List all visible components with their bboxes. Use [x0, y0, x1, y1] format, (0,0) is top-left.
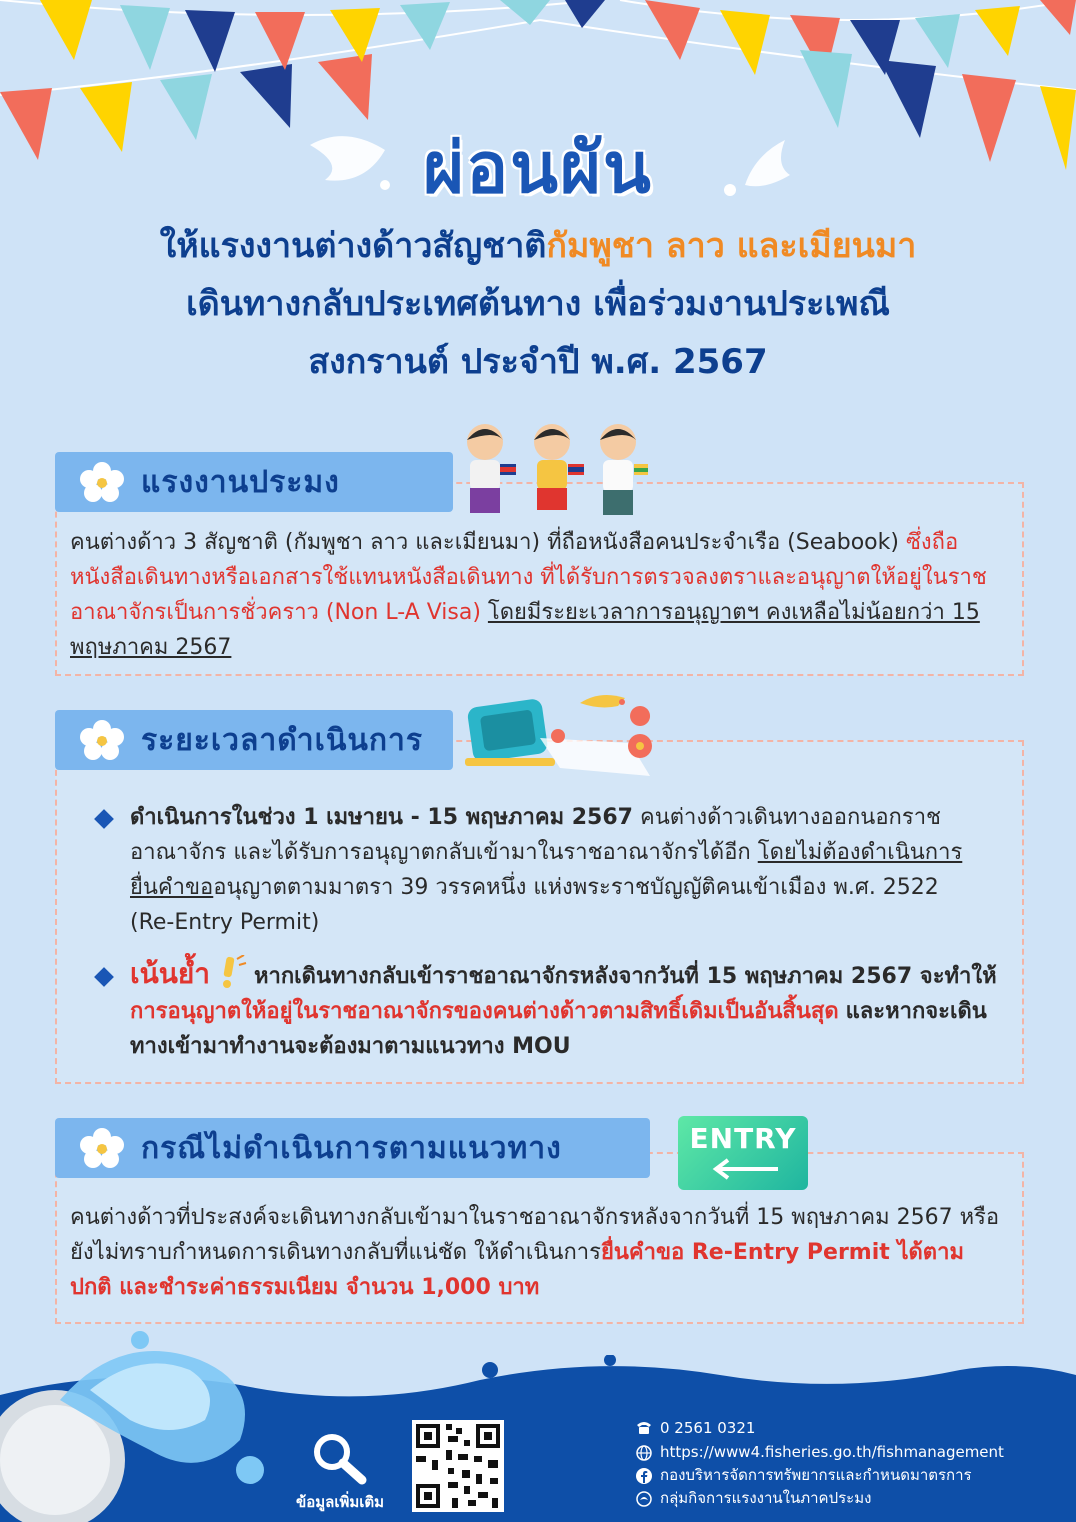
flower-icon: [79, 720, 125, 760]
group-name: กลุ่มกิจการแรงงานในภาคประมง: [660, 1489, 872, 1507]
subtitle-line-2: เดินทางกลับประเทศต้นทาง เพื่อร่วมงานประเพณี: [186, 284, 890, 324]
website-link[interactable]: https://www4.fisheries.go.th/fishmanagement: [660, 1443, 1004, 1461]
timeline-item-1-tail: อนุญาตตามมาตรา 39 วรรคหนึ่ง แห่งพระราชบัญญัติคนเข้าเมือง พ.ศ. 2522 (Re-Entry Permit): [130, 875, 939, 935]
exclamation-icon: [217, 955, 247, 989]
subtitle-line-3: สงกรานต์ ประจำปี พ.ศ. 2567: [308, 342, 768, 382]
entry-sign: [678, 1116, 808, 1190]
department-logo-icon: [636, 1491, 652, 1507]
section-timeline-label: ระยะเวลาดำเนินการ: [141, 722, 423, 758]
fishery-text-red: ซึ่งถือหนังสือเดินทางหรือเอกสารใช้แทนหนังสือเดินทาง ที่ได้รับการตรวจลงตราและอนุญาตให้อยู่ในราชอาณาจักรเป็นการชั่วคราว (Non L-A Visa): [70, 530, 987, 625]
emphasis-label: เน้นย้ำ: [130, 957, 210, 990]
timeline-item-2-bold: หากเดินทางกลับเข้าราชอาณาจักรหลังจากวันที่ 15 พฤษภาคม 2567 จะทำให้: [253, 964, 997, 989]
section-non-compliance-text: [70, 1200, 1005, 1305]
flower-icon: [79, 462, 125, 502]
facebook-page[interactable]: กองบริหารจัดการทรัพยากรและกำหนดมาตรการ: [660, 1466, 972, 1484]
timeline-item-2: [130, 955, 1010, 1064]
subtitle-line-1: [0, 218, 1076, 272]
section-fishery-workers-text: [70, 525, 1010, 665]
section-non-compliance-label: กรณีไม่ดำเนินการตามแนวทาง: [141, 1130, 562, 1166]
timeline-item-2-red: การอนุญาตให้อยู่ในราชอาณาจักรของคนต่างด้าวตามสิทธิ์เดิมเป็นอันสิ้นสุด: [130, 999, 839, 1024]
timeline-item-2-tail: และหากจะเดินทางเข้ามาทำงานจะต้องมาตามแนวทาง MOU: [130, 999, 987, 1059]
water-splash: [0, 1330, 290, 1522]
section-fishery-workers-label: แรงงานประมง: [141, 464, 340, 500]
globe-icon: [636, 1445, 652, 1461]
qr-code[interactable]: [412, 1420, 504, 1512]
subtitle-nationalities: กัมพูชา ลาว และเมียนมา: [546, 226, 917, 266]
more-info-label: ข้อมูลเพิ่มเติม: [296, 1493, 385, 1511]
travel-illustration: [460, 688, 680, 783]
section-non-compliance-tab: [55, 1118, 650, 1178]
search-icon: [310, 1430, 370, 1486]
page-title: ผ่อนผัน: [423, 127, 653, 209]
arrow-left-icon: [710, 1158, 780, 1180]
non-compliance-text-normal: คนต่างด้าวที่ประสงค์จะเดินทางกลับเข้ามาในราชอาณาจักรหลังจากวันที่ 15 พฤษภาคม 2567 หรือยังไม่ทราบกำหนดการเดินทางกลับที่แน่ชัด ให้ดำเนินการ: [70, 1205, 1000, 1265]
timeline-item-1-text: คนต่างด้าวเดินทางออกนอกราชอาณาจักร และได้รับการอนุญาตกลับเข้ามาในราชอาณาจักรได้อีก: [130, 805, 941, 865]
fishery-text-normal: คนต่างด้าว 3 สัญชาติ (กัมพูชา ลาว และเมียนมา) ที่ถือหนังสือคนประจำเรือ (Seabook): [70, 530, 906, 555]
subtitle-line-1-prefix: ให้แรงงานต่างด้าวสัญชาติ: [159, 226, 547, 266]
phone-icon: [636, 1421, 652, 1435]
section-timeline-tab: [55, 710, 453, 770]
timeline-item-1: [130, 800, 990, 940]
children-illustration: [460, 420, 650, 525]
entry-sign-label: ENTRY: [689, 1122, 797, 1155]
timeline-item-1-underline: โดยไม่ต้องดำเนินการยื่นคำขอ: [130, 840, 963, 900]
facebook-icon: [636, 1468, 652, 1484]
non-compliance-text-red: ยื่นคำขอ Re-Entry Permit ได้ตามปกติ และชำระค่าธรรมเนียม จำนวน 1,000 บาท: [70, 1240, 964, 1300]
phone-number: 0 2561 0321: [660, 1419, 756, 1437]
timeline-item-1-bold: ดำเนินการในช่วง 1 เมษายน - 15 พฤษภาคม 2567: [130, 805, 633, 830]
section-fishery-workers-tab: [55, 452, 453, 512]
fishery-text-underline: โดยมีระยะเวลาการอนุญาตฯ คงเหลือไม่น้อยกว่า 15 พฤษภาคม 2567: [70, 600, 980, 660]
flower-icon: [79, 1128, 125, 1168]
